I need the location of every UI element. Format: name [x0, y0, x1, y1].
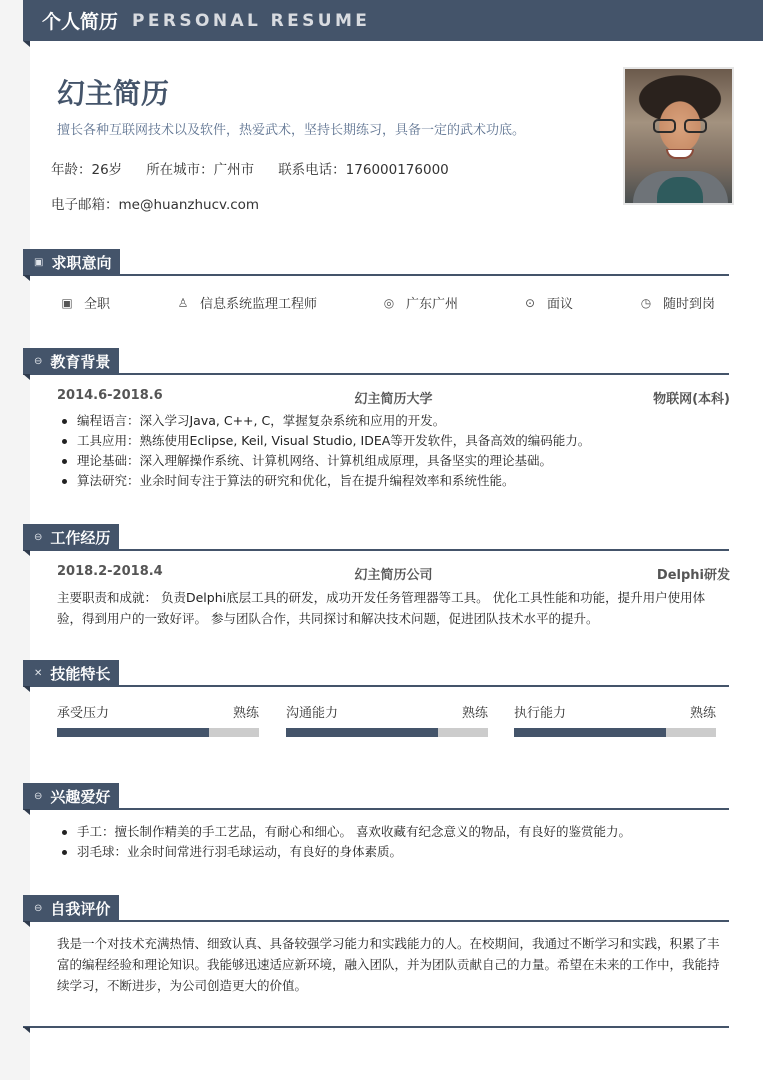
- section-divider: [23, 808, 729, 810]
- section-divider: [23, 685, 729, 687]
- work-description: 主要职责和成就： 负责Delphi底层工具的研发，成功开发任务管理器等工具。 优化工具性能和功能，提升用户使用体验，得到用户的一致好评。 参与团队合作，共同探讨和解决技术问题，促进团队技术水平的提升。: [57, 590, 706, 626]
- age-field: 年龄：26岁: [51, 162, 123, 178]
- fold-decoration: [23, 550, 30, 556]
- section-header-education: [23, 348, 729, 375]
- section-divider: [23, 373, 729, 375]
- section-title: 教育背景: [50, 352, 111, 371]
- graduation-cap-icon: ⊖: [34, 355, 43, 367]
- section-title: 自我评价: [50, 899, 111, 918]
- section-header-intent: [23, 249, 729, 276]
- city-field: 所在城市：广州市: [146, 162, 255, 178]
- education-period: 2014.6-2018.6: [57, 388, 163, 403]
- resume-banner: [23, 0, 763, 41]
- skill-name: 承受压力: [57, 706, 110, 721]
- skill-progress-fill: [286, 728, 438, 737]
- list-item: 手工：擅长制作精美的手工艺品，有耐心和细心。 喜欢收藏有纪念意义的物品，有良好的鉴赏能力。: [60, 822, 631, 842]
- education-school: 幻主简历大学: [354, 392, 433, 407]
- money-icon: ⊙: [524, 295, 536, 310]
- hobbies-bullet-list: [60, 822, 631, 862]
- skill-progress-bar: [286, 728, 488, 737]
- section-divider: [23, 549, 729, 551]
- intent-item-location: ◎ 广东广州: [383, 295, 459, 312]
- phone-field: 联系电话：176000176000: [278, 162, 449, 178]
- fold-decoration: [23, 921, 30, 927]
- clock-icon: ◷: [640, 295, 652, 310]
- section-title: 求职意向: [51, 253, 112, 272]
- contact-info-row: [51, 193, 283, 213]
- intent-item-position: ♙ 信息系统监理工程师: [177, 295, 318, 312]
- section-title: 工作经历: [50, 528, 111, 547]
- candidate-tagline: 擅长各种互联网技术以及软件，热爱武术，坚持长期练习，具备一定的武术功底。: [57, 123, 526, 138]
- banner-title-cn: 个人简历: [42, 11, 119, 33]
- photo-glasses: [653, 119, 707, 133]
- fold-decoration: [23, 275, 30, 281]
- fold-decoration: [23, 374, 30, 380]
- section-divider: [23, 920, 729, 922]
- education-bullet-list: [60, 411, 590, 491]
- self-evaluation-text: 我是一个对技术充满热情、细致认真、具备较强学习能力和实践能力的人。在校期间，我通过不断学习和实践，积累了丰富的编程经验和理论知识。我能够迅速适应新环境，融入团队，并为团队贡献自己的力量。希望在未来的工作中，我能持续学习，不断进步，为公司创造更大的价值。: [57, 936, 720, 993]
- profile-photo: [623, 67, 734, 205]
- list-item: 理论基础：深入理解操作系统、计算机网络、计算机组成原理，具备坚实的理论基础。: [60, 451, 590, 471]
- calendar-icon: ▣: [61, 295, 73, 310]
- work-company: 幻主简历公司: [354, 568, 433, 583]
- skill-level: 熟练: [232, 706, 259, 721]
- work-role: Delphi研发: [656, 568, 730, 583]
- photo-tshirt: [657, 177, 703, 203]
- skill-name: 执行能力: [514, 706, 567, 721]
- education-major: 物联网(本科): [653, 392, 730, 407]
- skill-progress-bar: [514, 728, 716, 737]
- basic-info-row: [51, 158, 473, 178]
- fold-decoration: [23, 809, 30, 815]
- fold-decoration: [23, 686, 30, 692]
- section-divider: [23, 274, 729, 276]
- person-icon: ♙: [177, 295, 189, 310]
- section-header-hobbies: [23, 783, 729, 810]
- section-header-skills: [23, 660, 729, 687]
- skill-level: 熟练: [461, 706, 488, 721]
- section-header-work: [23, 524, 729, 551]
- candidate-name: 幻主简历: [57, 77, 170, 110]
- graduation-cap-icon: ⊖: [34, 902, 43, 914]
- banner-fold-decoration: [23, 41, 30, 47]
- section-header-self-evaluation: [23, 895, 729, 922]
- location-icon: ◎: [383, 295, 395, 310]
- graduation-cap-icon: ⊖: [34, 531, 43, 543]
- skill-progress-fill: [514, 728, 666, 737]
- intent-item-salary: ⊙ 面议: [524, 295, 574, 312]
- section-title: 兴趣爱好: [50, 787, 111, 806]
- skill-progress-bar: [57, 728, 259, 737]
- id-card-icon: ▣: [34, 256, 44, 268]
- page-end-divider: [23, 1026, 729, 1028]
- list-item: 编程语言：深入学习Java, C++, C，掌握复杂系统和应用的开发。: [60, 411, 590, 431]
- work-period: 2018.2-2018.4: [57, 564, 163, 579]
- tools-icon: ✕: [34, 667, 43, 679]
- list-item: 算法研究：业余时间专注于算法的研究和优化，旨在提升编程效率和系统性能。: [60, 471, 590, 491]
- skill-progress-fill: [57, 728, 209, 737]
- skill-name: 沟通能力: [286, 706, 339, 721]
- list-item: 羽毛球：业余时间常进行羽毛球运动，有良好的身体素质。: [60, 842, 631, 862]
- banner-title-en: PERSONAL RESUME: [132, 10, 371, 31]
- section-title: 技能特长: [50, 664, 111, 683]
- list-item: 工具应用：熟练使用Eclipse, Keil, Visual Studio, IDEA等开发软件，具备高效的编码能力。: [60, 431, 590, 451]
- skill-level: 熟练: [689, 706, 716, 721]
- fold-decoration: [23, 1027, 30, 1033]
- intent-item-type: ▣ 全职: [61, 295, 111, 312]
- photo-smile: [666, 149, 694, 159]
- intent-item-availability: ◷ 随时到岗: [640, 295, 716, 312]
- email-field: 电子邮箱：me@huanzhucv.com: [51, 197, 260, 213]
- graduation-cap-icon: ⊖: [34, 790, 43, 802]
